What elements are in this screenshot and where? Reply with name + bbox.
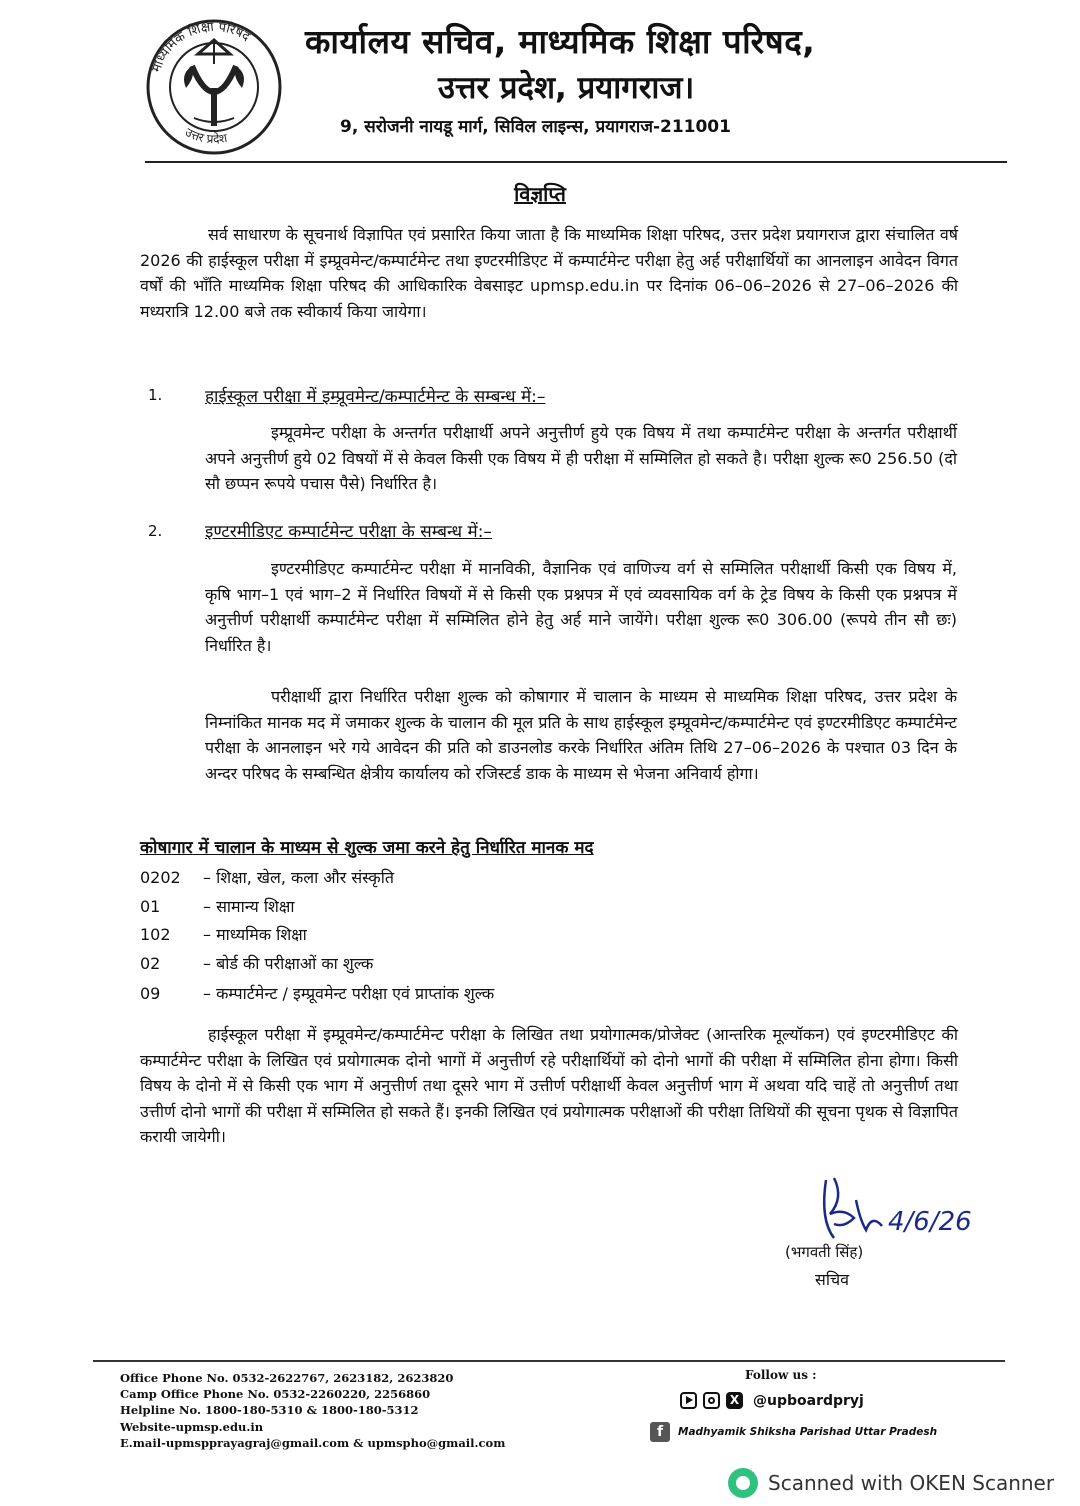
footer-divider [93, 1360, 1005, 1362]
office-title: कार्यालय सचिव, माध्यमिक शिक्षा परिषद, [305, 22, 816, 61]
treasury-desc: – बोर्ड की परीक्षाओं का शुल्क [203, 954, 374, 973]
section-1-paragraph: इम्प्रूवमेन्ट परीक्षा के अन्तर्गत परीक्षार्थी अपने अनुत्तीर्ण हुये एक विषय में तथा कम्पार्टमेन्ट परीक्षा के अन्तर्गत परीक्षार्थी अपने अनुत्तीर्ण हुये 02 विषयों में से केवल किसी एक विषय में ही परीक्षा में सम्मिलित हो सकते है। परीक्षा शुल्क रू0 256.50 (दो सौ छप्पन रूपये पचास पैसे) निर्धारित है। [205, 423, 957, 493]
section-2-paragraph: इण्टरमीडिएट कम्पार्टमेन्ट परीक्षा में मानविकी, वैज्ञानिक एवं वाणिज्य वर्ग से सम्मिलित परीक्षार्थी किसी एक विषय में, कृषि भाग–1 एवं भाग–2 में निर्धारित विषयों में से किसी एक प्रश्नपत्र में एवं व्यवसायिक वर्ग के ट्रेड विषय के किसी एक प्रश्नपत्र में अनुत्तीर्ण परीक्षार्थी कम्पार्टमेन्ट परीक्षा में सम्मिलित होने हेतु अर्ह माने जायेंगे। परीक्षा शुल्क रू0 306.00 (रूपये तीन सौ छः) निर्धारित है। [205, 559, 957, 655]
treasury-code: 01 [140, 897, 161, 916]
office-address: 9, सरोजनी नायडू मार्ग, सिविल लाइन्स, प्रयागराज-211001 [340, 117, 731, 137]
youtube-icon[interactable] [680, 1392, 697, 1409]
treasury-code: 09 [140, 984, 161, 1003]
office-location: उत्तर प्रदेश, प्रयागराज। [438, 70, 695, 106]
scanner-watermark [728, 1468, 1054, 1498]
treasury-desc: – कम्पार्टमेन्ट / इम्प्रूवमेन्ट परीक्षा एवं प्राप्तांक शुल्क [203, 984, 495, 1003]
handwritten-signature [806, 1170, 976, 1250]
email-addresses[interactable]: E.mail-upmspprayagraj@gmail.com & upmspho@gmail.com [120, 1435, 506, 1450]
footer-contacts [120, 1370, 505, 1451]
closing-paragraph: हाईस्कूल परीक्षा में इम्प्रूवमेन्ट/कम्पार्टमेन्ट परीक्षा के लिखित तथा प्रयोगात्मक/प्रोजेक्ट (आन्तरिक मूल्यॉकन) एवं इण्टरमीडिएट की कम्पार्टमेन्ट परीक्षा के लिखित एवं प्रयोगात्मक दोनो भागों में अनुत्तीर्ण रहे परीक्षार्थियों को दोनो भागों की परीक्षा में सम्मिलित होना होगा। किसी विषय के दोनो में से किसी एक भाग में अनुत्तीर्ण तथा दूसरे भाग में उत्तीर्ण परीक्षार्थी केवल अनुत्तीर्ण भाग में अथवा यदि चाहें तो अनुत्तीर्ण तथा उत्तीर्ण दोनो भागों की परीक्षा में सम्मिलित हो सकते हैं। इनकी लिखित एवं प्रयोगात्मक परीक्षाओं की परीक्षा तिथियों की सूचना पृथक से विज्ञापित करायी जायेगी। [140, 1025, 958, 1146]
treasury-item [140, 895, 294, 917]
treasury-desc: – सामान्य शिक्षा [203, 897, 295, 916]
helpline: Helpline No. 1800-180-5310 & 1800-180-5312 [120, 1403, 419, 1418]
treasury-item [140, 923, 307, 945]
social-links [680, 1392, 864, 1409]
scanner-watermark-text: Scanned with OKEN Scanner [768, 1471, 1055, 1495]
svg-text:उत्तर प्रदेश: उत्तर प्रदेश [182, 125, 229, 147]
treasury-item [140, 952, 373, 974]
office-phone: Office Phone No. 0532-2622767, 2623182, 2623820 [120, 1371, 454, 1385]
notice-title: विज्ञप्ति [514, 182, 566, 206]
signatory-designation: सचिव [815, 1270, 850, 1289]
svg-text:माध्यमिक शिक्षा परिषद: माध्यमिक शिक्षा परिषद [149, 19, 253, 75]
treasury-item [140, 866, 394, 888]
scanner-logo-icon [728, 1468, 758, 1498]
intro-paragraph: सर्व साधारण के सूचनार्थ विज्ञापित एवं प्रसारित किया जाता है कि माध्यमिक शिक्षा परिषद, उत्तर प्रदेश प्रयागराज द्वारा संचालित वर्ष 2026 की हाईस्कूल परीक्षा में इम्प्रूवमेन्ट/कम्पार्टमेन्ट तथा इण्टरमीडिएट में कम्पार्टमेन्ट परीक्षा हेतु अर्ह परीक्षार्थियों का आनलाइन आवेदन विगत वर्षों की भाँति माध्यमिक शिक्षा परिषद की आधिकारिक वेबसाइट upmsp.edu.in पर दिनांक 06–06–2026 से 27–06–2026 की मध्यरात्रि 12.00 बजे तक स्वीकार्य किया जायेगा। [140, 225, 958, 321]
section-1-number: 1. [148, 386, 163, 404]
treasury-item [140, 982, 494, 1004]
facebook-link[interactable] [650, 1422, 937, 1442]
header-divider [145, 161, 1007, 163]
treasury-code: 02 [140, 954, 161, 973]
svg-text:4/6/26: 4/6/26 [888, 1207, 972, 1237]
treasury-desc: – शिक्षा, खेल, कला और संस्कृति [203, 868, 394, 887]
up-govt-seal-icon [134, 18, 294, 156]
section-1-heading: हाईस्कूल परीक्षा में इम्प्रूवमेन्ट/कम्पार्टमेन्ट के सम्बन्ध में:– [205, 387, 546, 407]
x-twitter-icon[interactable]: X [726, 1392, 743, 1409]
treasury-code: 0202 [140, 868, 181, 887]
treasury-desc: – माध्यमिक शिक्षा [203, 925, 307, 944]
follow-us-label: Follow us : [745, 1368, 817, 1382]
instagram-icon[interactable] [703, 1392, 720, 1409]
treasury-heading: कोषागार में चालान के माध्यम से शुल्क जमा करने हेतु निर्धारित मानक मद [140, 838, 594, 858]
section-2-heading: इण्टरमीडिएट कम्पार्टमेन्ट परीक्षा के सम्बन्ध में:– [205, 522, 492, 542]
facebook-page-name: Madhyamik Shiksha Parishad Uttar Pradesh [678, 1426, 938, 1438]
website-link[interactable]: Website-upmsp.edu.in [120, 1419, 264, 1434]
treasury-code: 102 [140, 925, 171, 944]
fee-submission-paragraph: परीक्षार्थी द्वारा निर्धारित परीक्षा शुल्क को कोषागार में चालान के माध्यम से माध्यमिक शिक्षा परिषद, उत्तर प्रदेश के निम्नांकित मानक मद में जमाकर शुल्क के चालान की मूल प्रति के साथ हाईस्कूल इम्प्रूवमेन्ट/कम्पार्टमेन्ट एवं इण्टरमीडिएट कम्पार्टमेन्ट परीक्षा के आनलाइन भरे गये आवेदन की प्रति को डाउनलोड करके निर्धारित अंतिम तिथि 27–06–2026 के पश्चात 03 दिन के अन्दर परिषद के सम्बन्धित क्षेत्रीय कार्यालय को रजिस्टर्ड डाक के माध्यम से भेजना अनिवार्य होगा। [205, 687, 957, 783]
signatory-name: (भगवती सिंह) [785, 1243, 864, 1261]
facebook-icon[interactable]: f [650, 1422, 670, 1442]
section-2-number: 2. [148, 522, 163, 540]
social-handle[interactable]: @upboardpryj [753, 1392, 864, 1409]
camp-office-phone: Camp Office Phone No. 0532-2260220, 2256860 [120, 1387, 431, 1402]
